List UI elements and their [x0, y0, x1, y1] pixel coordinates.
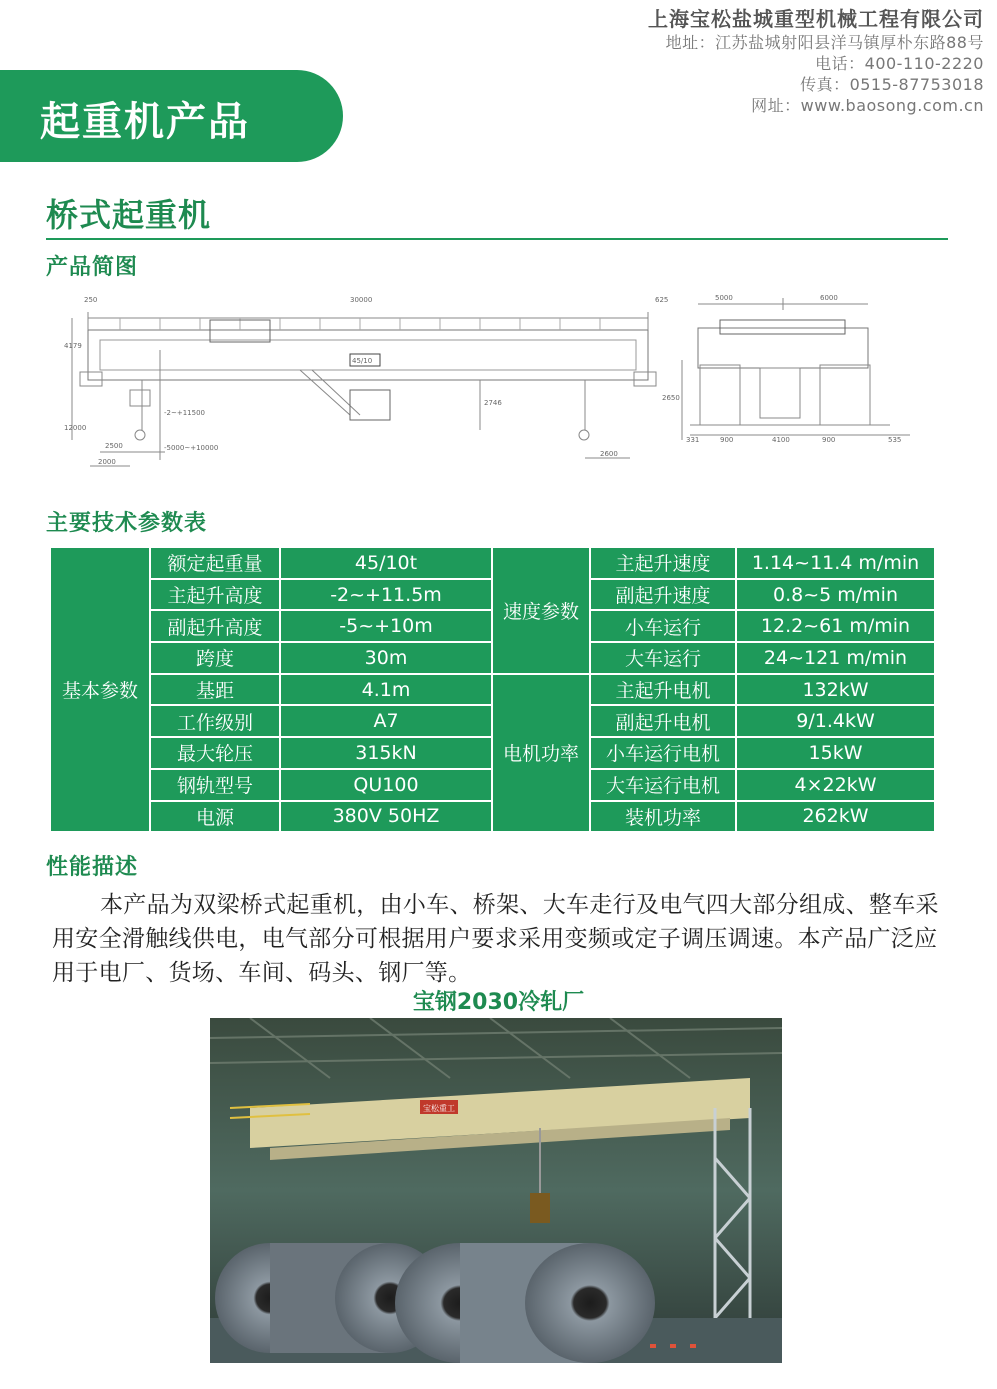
spec-table [49, 546, 936, 833]
factory-photo [210, 1018, 782, 1363]
heading-performance: 性能描述 [46, 855, 139, 880]
table-cell: 262kW [736, 801, 935, 833]
table-cell: 45/10t [280, 547, 492, 579]
dim-900-left: 900 [720, 436, 734, 444]
page-title: 桥式起重机 [46, 196, 212, 234]
table-cell: 30m [280, 642, 492, 674]
dim-250: 250 [84, 296, 98, 304]
dim-331: 331 [686, 436, 700, 444]
company-phone: 电话：400-110-2220 [815, 54, 984, 73]
company-website: 网址：www.baosong.com.cn [751, 96, 984, 115]
table-cell: 380V 50HZ [280, 801, 492, 833]
dim-main-lift: -2~+11500 [164, 409, 205, 417]
group-power: 电机功率 [492, 674, 590, 832]
company-name: 上海宝松盐城重型机械工程有限公司 [648, 7, 984, 31]
banner-title: 起重机产品 [40, 99, 250, 145]
table-cell: 副起升高度 [150, 610, 280, 642]
table-cell: 钢轨型号 [150, 769, 280, 801]
dim-5000: 5000 [715, 294, 733, 302]
performance-description: 本产品为双梁桥式起重机，由小车、桥架、大车走行及电气四大部分组成、整车采用安全滑触线供电，电气部分可根据用户要求采用变频或定子调压调速。本产品广泛应用于电厂、货场、车间、码头、钢厂等。 [52, 892, 939, 986]
table-cell: 装机功率 [590, 801, 736, 833]
table-cell: 1.14~11.4 m/min [736, 547, 935, 579]
table-cell: 最大轮压 [150, 737, 280, 769]
crane-technical-drawing [60, 290, 920, 480]
group-basic: 基本参数 [50, 547, 150, 832]
table-cell: 4.1m [280, 674, 492, 706]
table-cell: 副起升电机 [590, 705, 736, 737]
dim-2650: 2650 [662, 394, 680, 402]
table-cell: 小车运行电机 [590, 737, 736, 769]
table-cell: 主起升速度 [590, 547, 736, 579]
table-cell: 4×22kW [736, 769, 935, 801]
table-cell: QU100 [280, 769, 492, 801]
photo-caption: 宝钢2030冷轧厂 [412, 990, 585, 1015]
dim-625: 625 [655, 296, 669, 304]
dim-2600: 2600 [600, 450, 618, 458]
table-cell: 小车运行 [590, 610, 736, 642]
dim-2000: 2000 [98, 458, 116, 466]
dim-535: 535 [888, 436, 902, 444]
dim-2746: 2746 [484, 399, 502, 407]
table-cell: A7 [280, 705, 492, 737]
dim-30000: 30000 [350, 296, 373, 304]
table-cell: 132kW [736, 674, 935, 706]
company-fax: 传真：0515-87753018 [800, 75, 984, 94]
table-cell: 基距 [150, 674, 280, 706]
drawing-plate: 45/10 [352, 357, 373, 365]
table-cell: 9/1.4kW [736, 705, 935, 737]
table-row [50, 547, 935, 579]
group-speed: 速度参数 [492, 547, 590, 674]
table-cell: 跨度 [150, 642, 280, 674]
table-cell: 副起升速度 [590, 579, 736, 611]
dim-2500: 2500 [105, 442, 123, 450]
dim-4100: 4100 [772, 436, 790, 444]
category-banner [0, 70, 343, 162]
table-cell: 电源 [150, 801, 280, 833]
company-address: 地址：江苏盐城射阳县洋马镇厚朴东路88号 [665, 33, 984, 52]
table-cell: -5~+10m [280, 610, 492, 642]
dim-4179: 4179 [64, 342, 82, 350]
table-cell: 主起升高度 [150, 579, 280, 611]
table-row [50, 674, 935, 706]
table-cell: 0.8~5 m/min [736, 579, 935, 611]
dim-900-right: 900 [822, 436, 836, 444]
dim-6000: 6000 [820, 294, 838, 302]
heading-specs: 主要技术参数表 [46, 511, 208, 536]
table-cell: 24~121 m/min [736, 642, 935, 674]
table-cell: 大车运行 [590, 642, 736, 674]
company-info [648, 6, 984, 116]
table-cell: 主起升电机 [590, 674, 736, 706]
crane-sign: 宝松重工 [423, 1104, 455, 1113]
table-cell: 大车运行电机 [590, 769, 736, 801]
dim-12000: 12000 [64, 424, 87, 432]
title-divider [46, 238, 948, 240]
dim-aux-lift: -5000~+10000 [164, 444, 219, 452]
table-cell: -2~+11.5m [280, 579, 492, 611]
table-cell: 12.2~61 m/min [736, 610, 935, 642]
heading-diagram: 产品简图 [46, 255, 139, 280]
table-cell: 工作级别 [150, 705, 280, 737]
table-cell: 315kN [280, 737, 492, 769]
table-cell: 15kW [736, 737, 935, 769]
table-cell: 额定起重量 [150, 547, 280, 579]
